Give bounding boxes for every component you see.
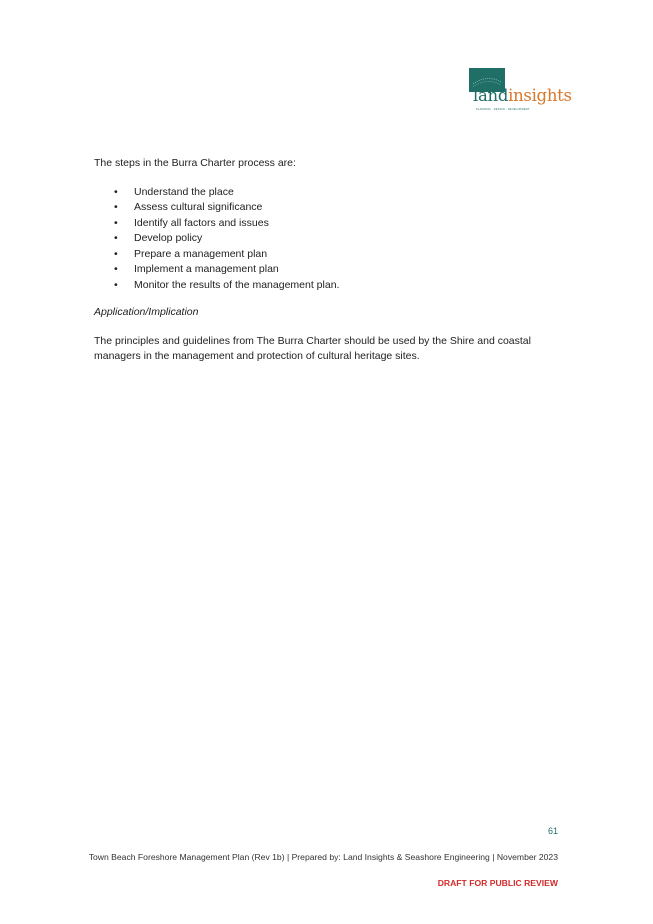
step-text: Monitor the results of the management plan. <box>134 278 340 291</box>
logo-word-insights: insights <box>508 86 572 105</box>
intro-text: The steps in the Burra Charter process are: <box>94 157 296 169</box>
step-text: Prepare a management plan <box>134 247 268 260</box>
step-text: Identify all factors and issues <box>134 216 269 229</box>
step-text: Develop policy <box>134 232 203 244</box>
bullet-icon: • <box>114 263 118 275</box>
list-item <box>94 216 564 232</box>
logo-tagline: PLANNING · DESIGN · DEVELOPMENT <box>476 108 530 111</box>
land-insights-logo <box>466 68 572 116</box>
list-item <box>94 231 564 247</box>
page-number: 61 <box>547 826 558 836</box>
draft-status-label: DRAFT FOR PUBLIC REVIEW <box>437 878 558 888</box>
list-item <box>94 185 564 201</box>
list-item <box>94 200 564 216</box>
bullet-icon: • <box>114 232 118 244</box>
logo-word-land: land <box>473 86 509 105</box>
bullet-icon: • <box>114 216 118 229</box>
bullet-icon: • <box>114 278 118 291</box>
section-subheading: Application/Implication <box>94 306 199 318</box>
page-content <box>94 156 564 365</box>
step-text: Assess cultural significance <box>134 201 263 213</box>
list-item <box>94 262 564 278</box>
bullet-icon: • <box>114 201 118 213</box>
footer-document-line: Town Beach Foreshore Management Plan (Rev 1b) | Prepared by: Land Insights & Seashore Engineering | November 2023 <box>88 852 558 862</box>
bullet-icon: • <box>114 185 118 198</box>
list-item <box>94 278 564 294</box>
list-item <box>94 247 564 263</box>
logo-wordmark <box>473 88 572 105</box>
step-text: Implement a management plan <box>134 263 279 275</box>
burra-steps-list <box>94 185 564 294</box>
body-paragraph: The principles and guidelines from The Burra Charter should be used by the Shire and coastal managers in the management and protection of cultural heritage sites. <box>94 334 531 362</box>
bullet-icon: • <box>114 247 118 260</box>
step-text: Understand the place <box>134 185 234 198</box>
